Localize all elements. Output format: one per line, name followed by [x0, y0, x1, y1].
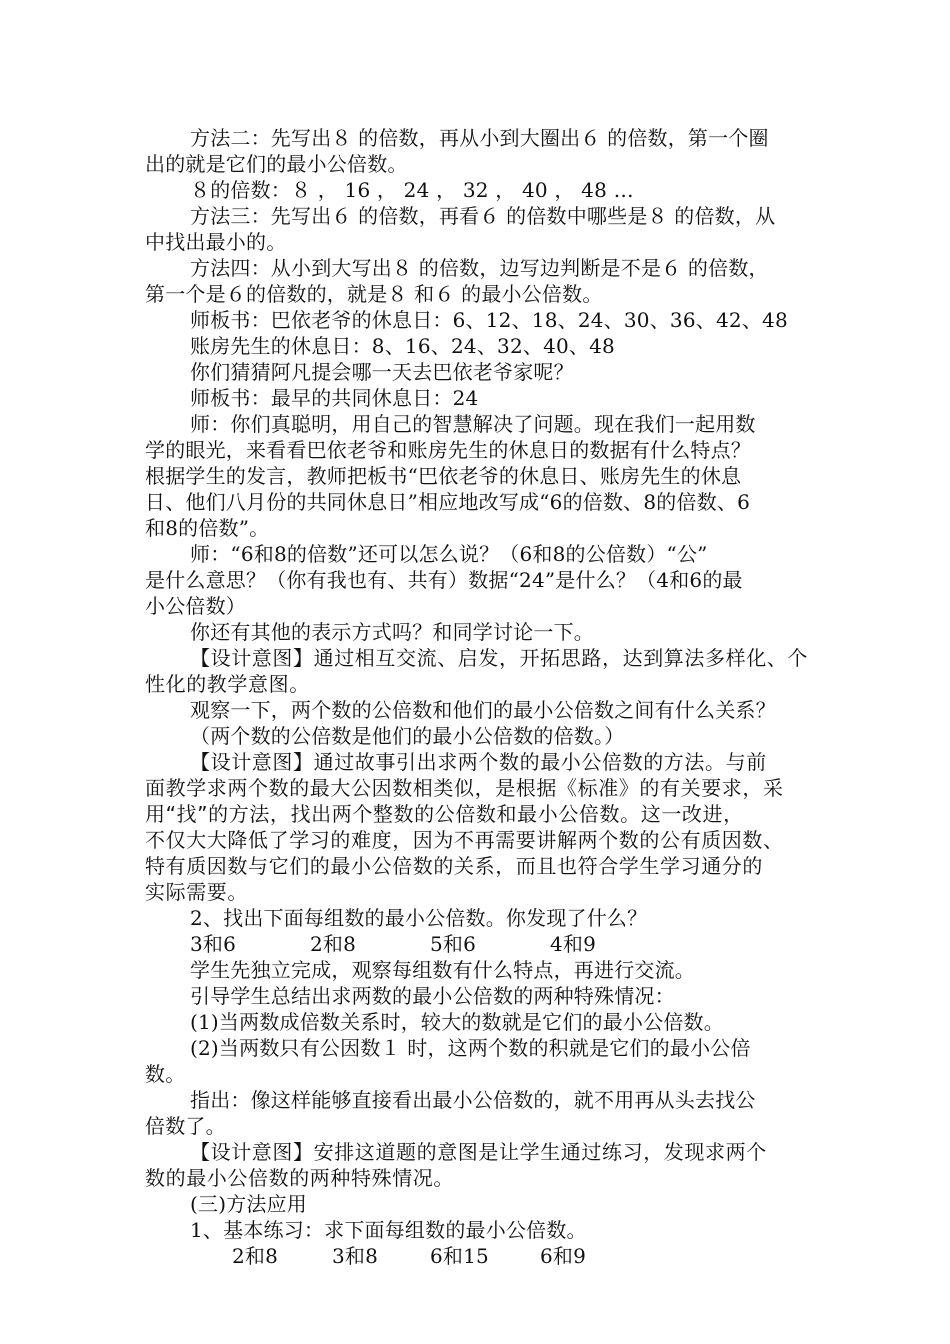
- text-line: 师：“6和8的倍数”还可以怎么说？（6和8的公倍数）“公”: [190, 542, 708, 566]
- text-line: 师：你们真聪明，用自己的智慧解决了问题。现在我们一起用数: [190, 412, 756, 436]
- text-line: ８的倍数：８ ， 16 ， 24 ， 32 ， 40 ， 48 …: [190, 178, 634, 202]
- text-line: 方法三：先写出６ 的倍数，再看６ 的倍数中哪些是８ 的倍数，从: [190, 204, 776, 228]
- text-line: （两个数的公倍数是他们的最小公倍数的倍数。）: [190, 724, 625, 748]
- exercise-pair: 5和6: [430, 932, 477, 956]
- text-line: 出的就是它们的最小公倍数。: [145, 152, 408, 176]
- design-intent-line: 特有质因数与它们的最小公倍数的关系，而且也符合学生学习通分的: [145, 854, 763, 878]
- text-line: 数。: [145, 1062, 186, 1086]
- text-line: (2)当两数只有公因数１ 时，这两个数的积就是它们的最小公倍: [190, 1036, 751, 1060]
- text-line: 小公倍数）: [145, 594, 246, 618]
- text-line: 引导学生总结出求两数的最小公倍数的两种特殊情况：: [190, 984, 675, 1008]
- text-line: 第一个是６的倍数的，就是８ 和６ 的最小公倍数。: [145, 282, 603, 306]
- design-intent-line: 用“找”的方法，找出两个整数的公倍数和最小公倍数。这一改进，: [145, 802, 744, 826]
- design-intent-line: 【设计意图】安排这道题的意图是让学生通过练习，发现求两个: [190, 1140, 767, 1164]
- text-line: 中找出最小的。: [145, 230, 287, 254]
- exercise-pair: 6和15: [430, 1244, 489, 1268]
- text-line: 你们猜猜阿凡提会哪一天去巴依老爷家呢？: [190, 360, 574, 384]
- exercise-pair: 3和6: [190, 932, 237, 956]
- text-line: (1)当两数成倍数关系时，较大的数就是它们的最小公倍数。: [190, 1010, 724, 1034]
- exercise-pair: 2和8: [232, 1244, 279, 1268]
- text-line: 学的眼光，来看看巴依老爷和账房先生的休息日的数据有什么特点？: [145, 438, 751, 462]
- design-intent-line: 数的最小公倍数的两种特殊情况。: [145, 1166, 454, 1190]
- section-heading: (三)方法应用: [190, 1192, 308, 1216]
- text-line: 2、找出下面每组数的最小公倍数。你发现了什么？: [190, 906, 648, 930]
- text-line: 方法四：从小到大写出８ 的倍数，边写边判断是不是６ 的倍数，: [190, 256, 769, 280]
- text-line: 和8的倍数”。: [145, 516, 270, 540]
- exercise-pair: 4和9: [550, 932, 597, 956]
- text-line: 学生先独立完成，观察每组数有什么特点，再进行交流。: [190, 958, 695, 982]
- text-line: 指出：像这样能够直接看出最小公倍数的，就不用再从头去找公: [190, 1088, 756, 1112]
- text-line: 观察一下，两个数的公倍数和他们的最小公倍数之间有什么关系？: [190, 698, 776, 722]
- text-line: 根据学生的发言，教师把板书“巴依老爷的休息日、账房先生的休息: [145, 464, 742, 488]
- design-intent-line: 【设计意图】通过相互交流、启发，开拓思路，达到算法多样化、个: [190, 646, 808, 670]
- text-line: 是什么意思？（你有我也有、共有）数据“24”是什么？（4和6的最: [145, 568, 743, 592]
- text-line: 你还有其他的表示方式吗？和同学讨论一下。: [190, 620, 594, 644]
- text-line: 账房先生的休息日：8、16、24、32、40、48: [190, 334, 615, 358]
- text-line: 倍数了。: [145, 1114, 226, 1138]
- text-line: 师板书：最早的共同休息日：24: [190, 386, 479, 410]
- exercise-pair: 3和8: [332, 1244, 379, 1268]
- design-intent-line: 面教学求两个数的最大公因数相类似，是根据《标准》的有关要求，采: [145, 776, 784, 800]
- design-intent-line: 实际需要。: [145, 880, 248, 904]
- design-intent-line: 不仅大大降低了学习的难度，因为不再需要讲解两个数的公有质因数、: [145, 828, 784, 852]
- design-intent-line: 性化的教学意图。: [145, 672, 310, 696]
- text-line: 1、基本练习：求下面每组数的最小公倍数。: [190, 1218, 587, 1242]
- text-line: 日、他们八月份的共同休息日”相应地改写成“6的倍数、8的倍数、6: [145, 490, 751, 514]
- text-line: 方法二：先写出８ 的倍数，再从小到大圈出６ 的倍数，第一个圈: [190, 126, 769, 150]
- exercise-pair: 2和8: [310, 932, 357, 956]
- design-intent-line: 【设计意图】通过故事引出求两个数的最小公倍数的方法。与前: [190, 750, 767, 774]
- text-line: 师板书：巴依老爷的休息日：6、12、18、24、30、36、42、48: [190, 308, 788, 332]
- exercise-pair: 6和9: [540, 1244, 587, 1268]
